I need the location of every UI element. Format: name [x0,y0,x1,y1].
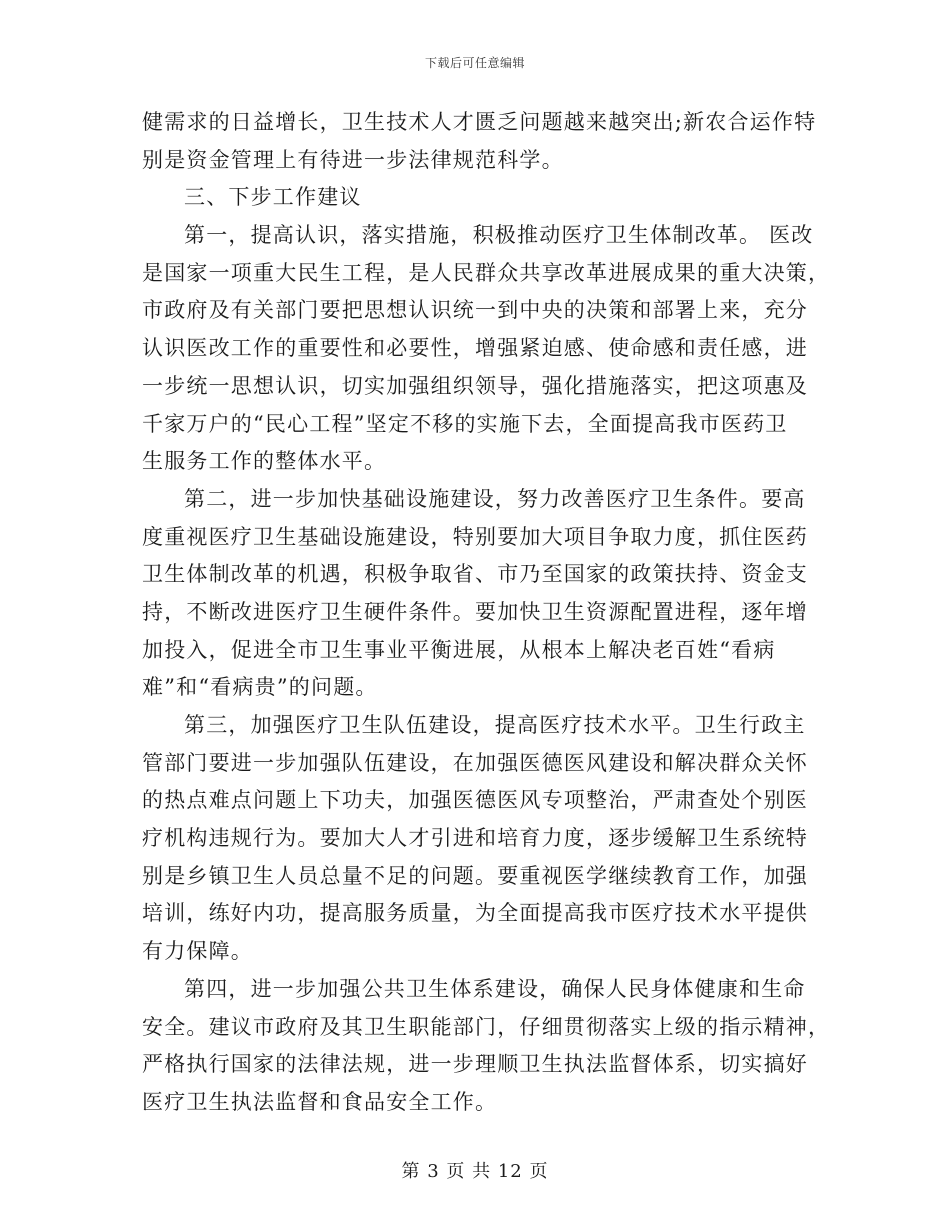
body-line: 市政府及有关部门要把思想认识统一到中央的决策和部署上来，充分 [142,298,808,323]
body-line: 健需求的日益增长，卫生技术人才匮乏问题越来越突出;新农合运作特 [142,110,817,134]
paragraph-first-line: 第二，进一步加快基础设施建设，努力改善医疗卫生条件。要高 [184,486,806,511]
body-line: 难”和“看病贵”的问题。 [142,675,378,700]
body-line: 的热点难点问题上下功夫，加强医德医风专项整治，严肃查处个别医 [142,788,808,813]
page-number: 第 3 页 共 12 页 [401,1161,549,1182]
body-line: 安全。建议市政府及其卫生职能部门，仔细贯彻落实上级的指示精神， [142,1014,831,1039]
body-line: 一步统一思想认识，切实加强组织领导，强化措施落实，把这项惠及 [142,373,808,398]
body-line: 管部门要进一步加强队伍建设，在加强医德医风建设和解决群众关怀 [142,750,808,775]
body-line: 度重视医疗卫生基础设施建设，特别要加大项目争取力度，抓住医药 [142,524,808,549]
body-line: 别是乡镇卫生人员总量不足的问题。要重视医学继续教育工作，加强 [142,863,808,888]
paragraph-first-line: 第一，提高认识，落实措施，积极推动医疗卫生体制改革。 医改 [184,223,814,248]
body-line: 严格执行国家的法律法规，进一步理顺卫生执法监督体系，切实搞好 [142,1052,808,1077]
paragraph-first-line: 第四，进一步加强公共卫生体系建设，确保人民身体健康和生命 [184,976,806,1001]
body-line: 有力保障。 [142,939,253,964]
body-line: 生服务工作的整体水平。 [142,449,387,474]
page-header-note: 下载后可任意编辑 [424,56,525,70]
document-body [142,104,831,1122]
body-line: 培训，练好内功，提高服务质量，为全面提高我市医疗技术水平提供 [142,901,808,926]
body-line: 别是资金管理上有待进一步法律规范科学。 [142,147,564,172]
body-line: 医疗卫生执法监督和食品安全工作。 [142,1089,498,1114]
body-line: 认识医改工作的重要性和必要性，增强紧迫感、使命感和责任感，进 [142,336,808,361]
body-line: 卫生体制改革的机遇，积极争取省、市乃至国家的政策扶持、资金支 [142,562,808,587]
body-line: 是国家一项重大民生工程，是人民群众共享改革进展成果的重大决策， [142,260,831,285]
body-line: 持，不断改进医疗卫生硬件条件。要加快卫生资源配置进程，逐年增 [142,599,808,624]
section-heading: 三、下步工作建议 [184,185,362,210]
paragraph-first-line: 第三，加强医疗卫生队伍建设，提高医疗技术水平。卫生行政主 [184,713,806,737]
body-line: 千家万户的“民心工程”坚定不移的实施下去，全面提高我市医药卫 [142,411,788,436]
body-line: 疗机构违规行为。要加大人才引进和培育力度，逐步缓解卫生系统特 [142,826,808,851]
body-line: 加投入，促进全市卫生事业平衡进展，从根本上解决老百姓“看病 [142,637,776,662]
